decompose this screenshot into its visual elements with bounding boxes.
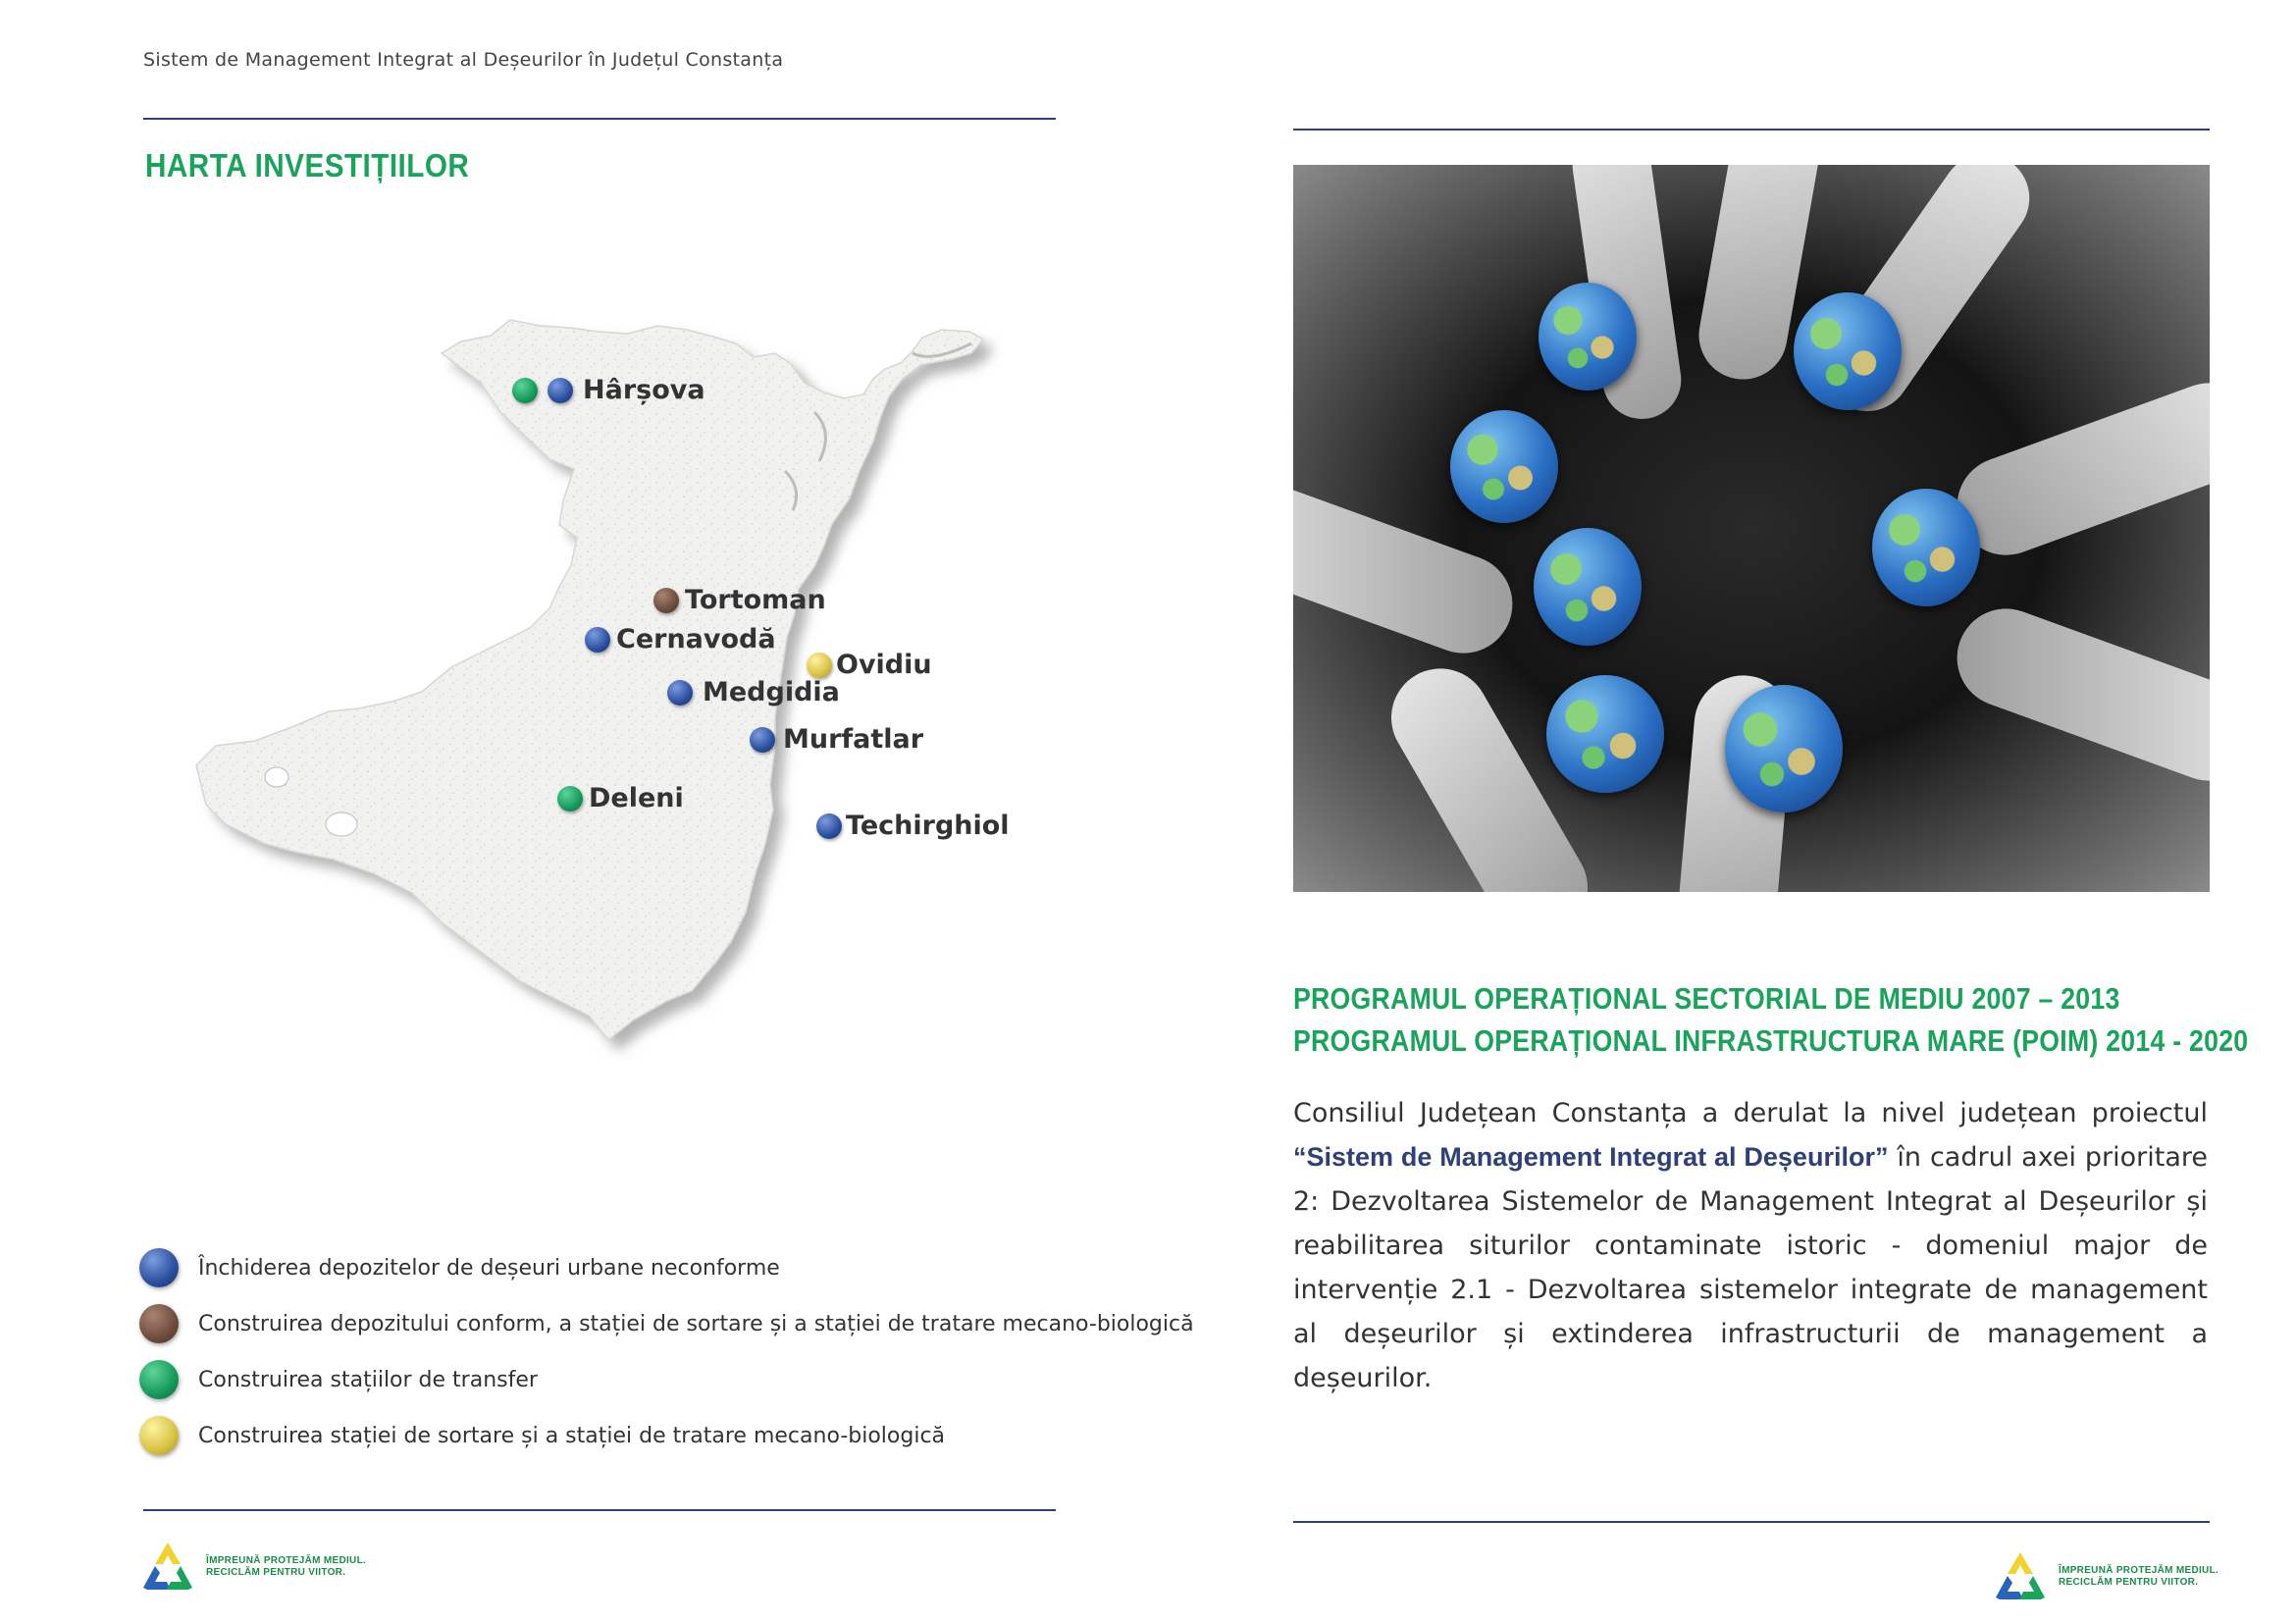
marker-brown (653, 588, 679, 613)
legend-item (139, 1248, 1219, 1287)
slogan-line-1: ÎMPREUNĂ PROTEJĂM MEDIUL. (2059, 1565, 2219, 1576)
program-title-1: PROGRAMUL OPERAȚIONAL SECTORIAL DE MEDIU 2007 – 2013 (1293, 981, 2120, 1016)
slogan-line-1: ÎMPREUNĂ PROTEJĂM MEDIUL. (206, 1555, 367, 1566)
legend-label: Construirea depozitului conform, a stației de sortare și a stației de tratare mecano-biologică (198, 1311, 1194, 1336)
globe (1646, 253, 1647, 254)
header-rule-right (1293, 129, 2210, 131)
constanta-county-map (186, 314, 1030, 1060)
page-title: HARTA INVESTIȚIILOR (145, 147, 470, 183)
globe (1534, 528, 1642, 646)
globe (1450, 410, 1558, 523)
hands-globes-photo (1293, 165, 2210, 892)
marker-blue (585, 627, 610, 653)
hand-shape (1944, 595, 2210, 794)
globe (1546, 675, 1664, 793)
marker-blue (548, 378, 573, 403)
place-label: Medgidia (703, 677, 840, 707)
header-rule-left (143, 118, 1056, 120)
place-label: Ovidiu (836, 650, 932, 680)
recycle-icon (1990, 1548, 2051, 1605)
legend-item (139, 1416, 1219, 1455)
body-paragraph (1293, 1091, 2208, 1400)
map-place-ovidiu (807, 650, 932, 680)
paragraph-text-start: Consiliul Județean Constanța a derulat la nivel județean proiectul (1293, 1098, 2208, 1128)
marker-blue (816, 813, 842, 839)
footer-rule-left (143, 1509, 1056, 1511)
footer-rule-right (1293, 1521, 2210, 1523)
logo-slogan (206, 1555, 366, 1579)
map-place-tortoman (653, 585, 826, 615)
map-legend (139, 1248, 1219, 1455)
place-label: Techirghiol (846, 811, 1010, 841)
globe (1872, 489, 1980, 606)
globe (1539, 283, 1637, 391)
legend-swatch-yellow (139, 1416, 179, 1455)
legend-label: Construirea stațiilor de transfer (198, 1367, 538, 1392)
legend-item (139, 1360, 1219, 1399)
map-place-murfatlar (750, 724, 923, 755)
legend-swatch-green (139, 1360, 179, 1399)
marker-blue (750, 727, 775, 753)
project-name-highlight: “Sistem de Management Integrat al Deșeurilor” (1293, 1142, 1889, 1172)
running-header: Sistem de Management Integrat al Deșeurilor în Județul Constanța (143, 49, 784, 71)
map-place-deleni (557, 783, 684, 813)
program-title-2: PROGRAMUL OPERAȚIONAL INFRASTRUCTURA MARE (POIM) 2014 - 2020 (1293, 1023, 2249, 1058)
map-place-techirghiol (816, 811, 1010, 841)
legend-label: Închiderea depozitelor de deșeuri urbane neconforme (198, 1255, 780, 1281)
place-label: Hârșova (583, 375, 705, 405)
marker-yellow (807, 653, 832, 678)
legend-label: Construirea stației de sortare și a stației de tratare mecano-biologică (198, 1423, 946, 1448)
marker-blue (667, 680, 693, 706)
paragraph-text-end: în cadrul axei prioritare 2: Dezvoltarea Sistemelor de Management Integrat al Deșeurilor și reabilitarea siturilor contaminate istoric - domeniul major de intervenție 2.1 - Dezvoltarea sistemelor integrate de management al deșeurilor și extinderea infrastructurii de management a deșeurilor. (1293, 1142, 2209, 1393)
slogan-line-2: RECICLĂM PENTRU VIITOR. (206, 1567, 346, 1578)
map-place-harsova (512, 375, 705, 405)
legend-swatch-brown (139, 1304, 179, 1343)
hand-shape (1944, 369, 2210, 568)
map-place-medgidia (667, 677, 840, 707)
logo-slogan (2059, 1565, 2218, 1589)
marker-green (557, 786, 583, 812)
marker-green (512, 378, 538, 403)
place-label: Tortoman (685, 585, 826, 615)
place-label: Deleni (589, 783, 684, 813)
place-label: Murfatlar (783, 724, 924, 755)
legend-swatch-blue (139, 1248, 179, 1287)
slogan-line-2: RECICLĂM PENTRU VIITOR. (2059, 1577, 2199, 1588)
footer-logo-left (137, 1539, 366, 1596)
globe (1794, 292, 1902, 410)
recycle-icon (137, 1539, 198, 1596)
place-label: Cernavodă (616, 624, 776, 654)
legend-item (139, 1304, 1219, 1343)
footer-logo-right (1990, 1548, 2218, 1605)
map-place-cernavoda (585, 624, 776, 654)
